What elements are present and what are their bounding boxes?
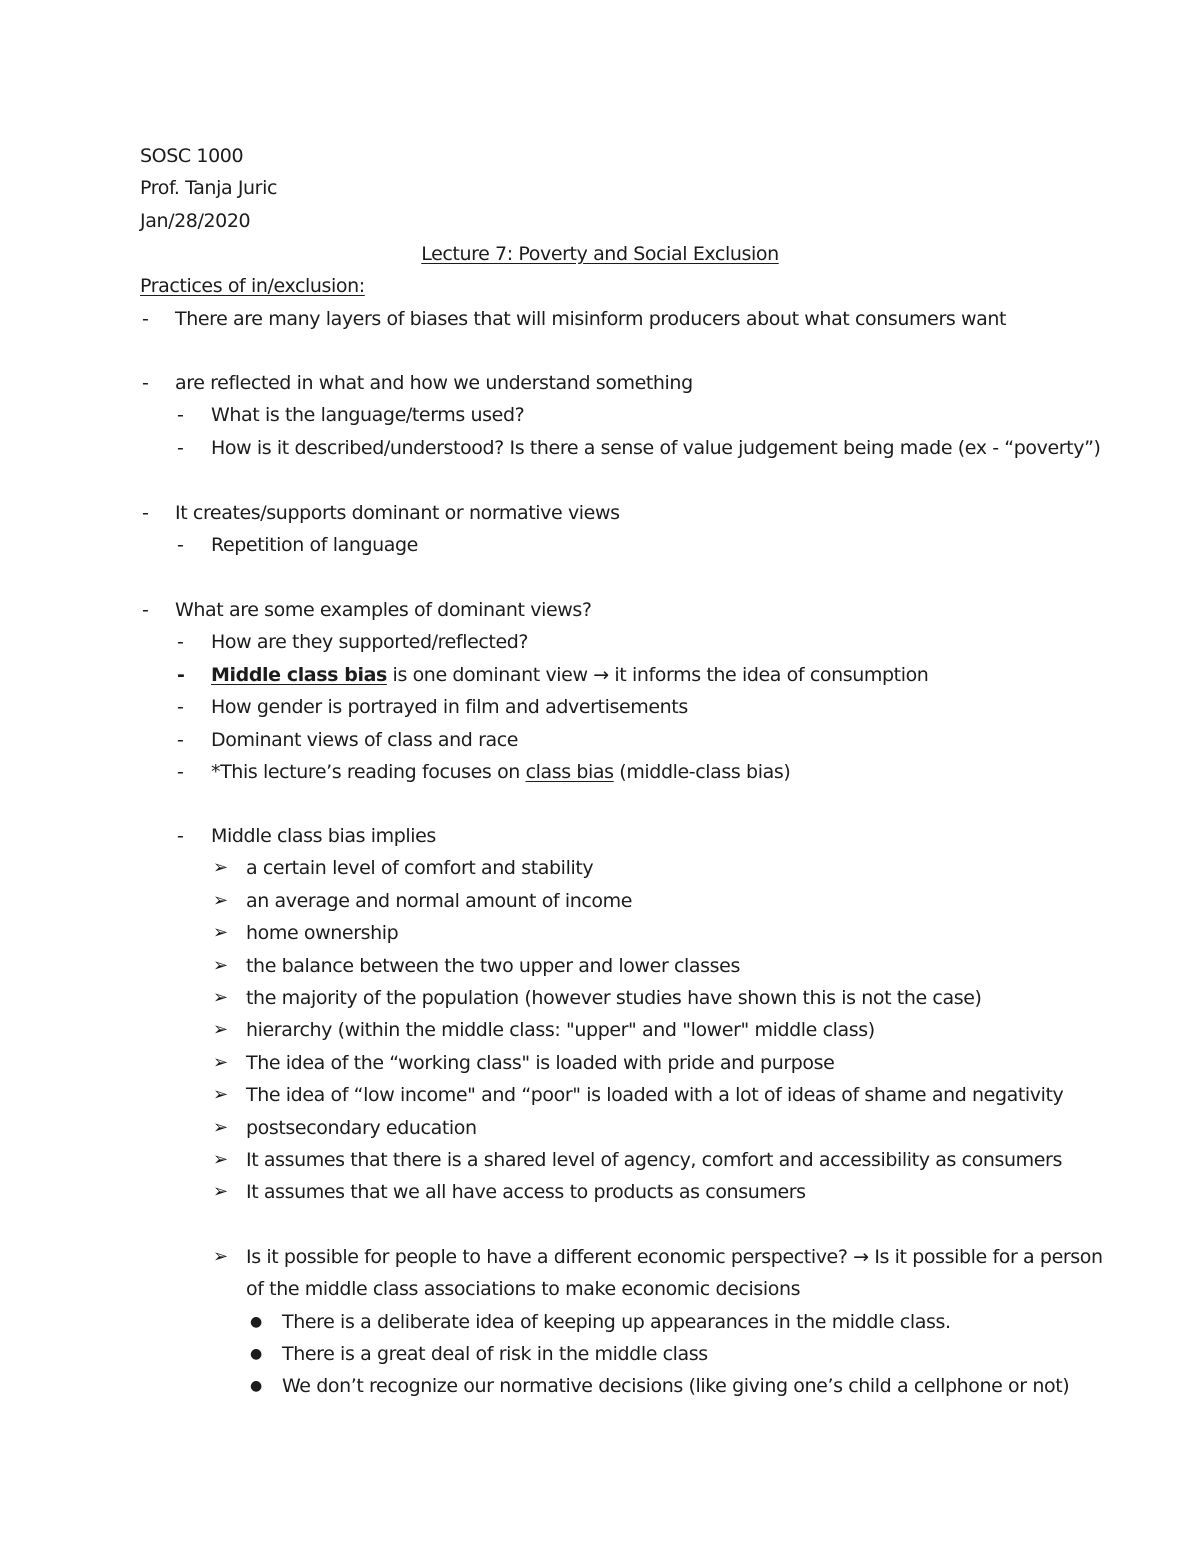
course-code: SOSC 1000 [140, 145, 244, 167]
list-item-text-rest: is one dominant view → it informs the idea of consumption [386, 664, 929, 686]
dash-marker: - [177, 825, 184, 847]
arrow-item-text: Is it possible for people to have a different economic perspective? → Is it possible for a person [246, 1246, 1103, 1268]
bullet-item-text: We don’t recognize our normative decisions (like giving one’s child a cellphone or not) [282, 1375, 1070, 1397]
arrow-item-text: It assumes that there is a shared level of agency, comfort and accessibility as consumers [246, 1149, 1062, 1171]
dot-icon: ● [250, 1346, 262, 1362]
arrow-icon: ➢ [213, 922, 228, 943]
bullet-item-text: There is a great deal of risk in the middle class [282, 1343, 708, 1365]
arrow-icon: ➢ [213, 1181, 228, 1202]
dash-marker: - [177, 729, 184, 751]
professor-name: Prof. Tanja Juric [140, 177, 278, 199]
arrow-icon: ➢ [213, 1052, 228, 1073]
arrow-icon: ➢ [213, 1117, 228, 1138]
arrow-icon: ➢ [213, 890, 228, 911]
list-item-text: What is the language/terms used? [211, 404, 525, 426]
dash-marker: - [177, 664, 185, 686]
dash-marker: - [177, 404, 184, 426]
bullet-item-text: There is a deliberate idea of keeping up appearances in the middle class. [282, 1311, 951, 1333]
dash-marker: - [142, 308, 149, 330]
arrow-icon: ➢ [213, 1149, 228, 1170]
arrow-icon: ➢ [213, 857, 228, 878]
emphasis-term: Middle class bias [211, 664, 387, 686]
dot-icon: ● [250, 1314, 262, 1330]
arrow-icon: ➢ [213, 955, 228, 976]
list-item-text: Middle class bias implies [211, 825, 436, 847]
arrow-item-text: a certain level of comfort and stability [246, 857, 594, 879]
list-item-text: It creates/supports dominant or normative views [175, 502, 620, 524]
list-item-text: What are some examples of dominant views? [175, 599, 592, 621]
dash-marker: - [177, 761, 184, 783]
list-item-text: are reflected in what and how we understand something [175, 372, 693, 394]
list-item-text: How are they supported/reflected? [211, 631, 529, 653]
list-item-text: There are many layers of biases that will misinform producers about what consumers want [175, 308, 1007, 330]
list-item-text: How is it described/understood? Is there a sense of value judgement being made (ex - “poverty”) [211, 437, 1101, 459]
arrow-item-text: The idea of “low income" and “poor" is loaded with a lot of ideas of shame and negativity [246, 1084, 1064, 1106]
arrow-item-text: The idea of the “working class" is loaded with pride and purpose [246, 1052, 835, 1074]
dash-marker: - [142, 502, 149, 524]
list-item-text: Dominant views of class and race [211, 729, 519, 751]
dash-marker: - [142, 372, 149, 394]
dash-marker: - [177, 437, 184, 459]
dash-marker: - [177, 534, 184, 556]
arrow-item-text: an average and normal amount of income [246, 890, 633, 912]
arrow-item-text: It assumes that we all have access to products as consumers [246, 1181, 806, 1203]
list-item-text-post: (middle-class bias) [613, 761, 791, 783]
arrow-item-text: home ownership [246, 922, 399, 944]
dash-marker: - [177, 631, 184, 653]
arrow-item-text: the balance between the two upper and lower classes [246, 955, 740, 977]
arrow-icon: ➢ [213, 1084, 228, 1105]
list-item-text-pre: *This lecture’s reading focuses on [211, 761, 526, 783]
arrow-icon: ➢ [213, 1019, 228, 1040]
list-item-text: How gender is portrayed in film and advertisements [211, 696, 688, 718]
arrow-item-text: postsecondary education [246, 1117, 477, 1139]
arrow-icon: ➢ [213, 1246, 228, 1267]
list-item-text [211, 659, 928, 691]
list-item-text: Repetition of language [211, 534, 418, 556]
dash-marker: - [177, 696, 184, 718]
section-heading: Practices of in/exclusion: [140, 275, 365, 297]
dot-icon: ● [250, 1378, 262, 1394]
arrow-item-continuation: of the middle class associations to make economic decisions [246, 1278, 801, 1300]
underlined-term: class bias [525, 761, 614, 783]
arrow-item-text: the majority of the population (however studies have shown this is not the case) [246, 987, 982, 1009]
arrow-icon: ➢ [213, 987, 228, 1008]
page-title: Lecture 7: Poverty and Social Exclusion [421, 243, 779, 265]
lecture-date: Jan/28/2020 [140, 210, 251, 232]
list-item-text [211, 756, 790, 788]
arrow-item-text: hierarchy (within the middle class: "upper" and "lower" middle class) [246, 1019, 875, 1041]
dash-marker: - [142, 599, 149, 621]
